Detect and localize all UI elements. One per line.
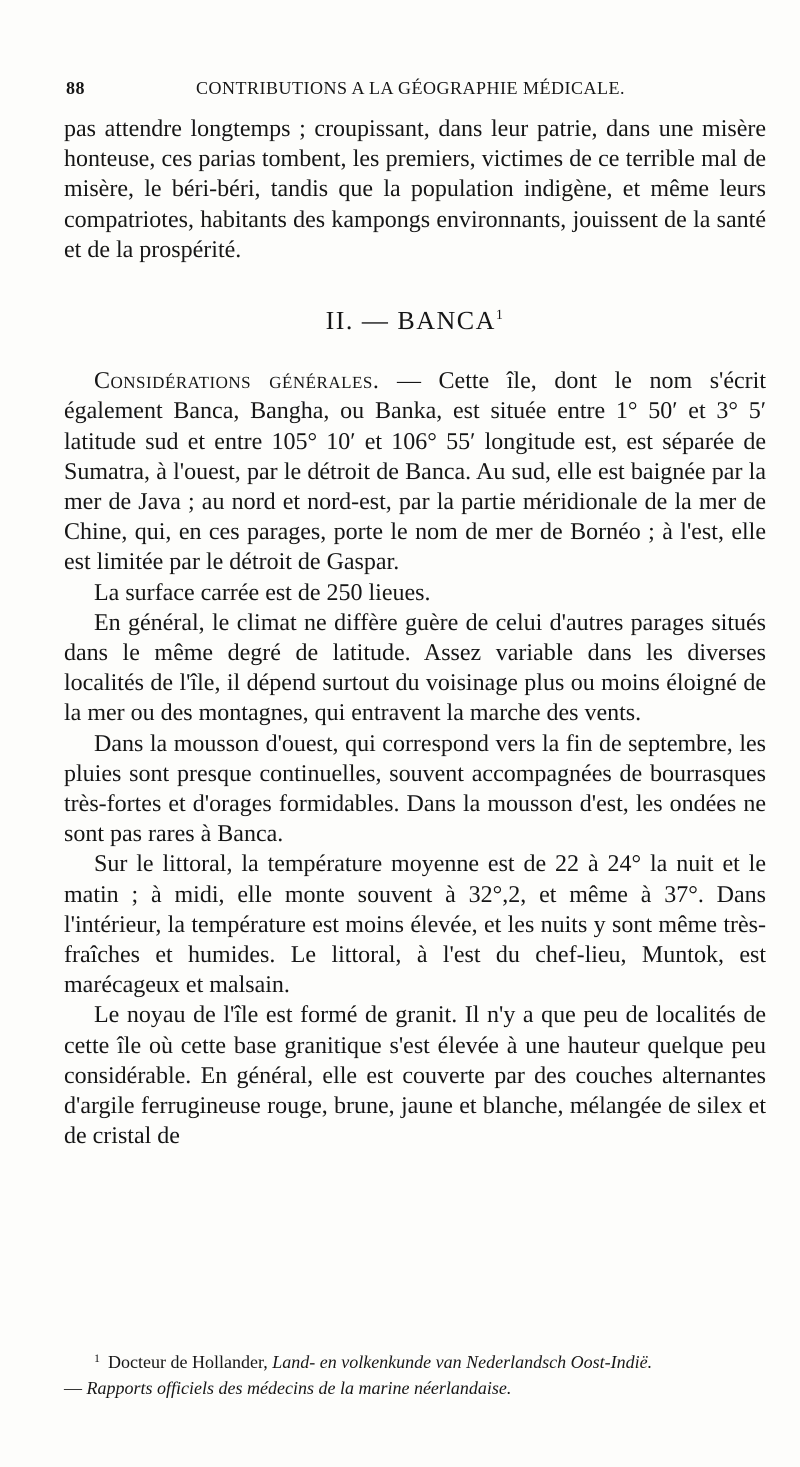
section-title [64,301,766,336]
section-footnote-marker: 1 [495,308,505,324]
footnotes [64,1345,766,1401]
page-number: 88 [66,78,85,98]
paragraph-text: — Cette île, dont le nom s'écrit également Banca, Bangha, ou Banka, est située entre 1° 50′ et 3° 5′ latitude sud et entre 105° 10′ et 106° 55′ longitude est, est séparée de Sumatra, à l'ouest, par le détroit de Banca. Au sud, elle est baignée par la mer de Java ; au nord et nord-est, par la partie méridionale de la mer de Chine, qui, en ces parages, porte le nom de mer de Bornéo ; à l'est, elle est limitée par le détroit de Gaspar. [64,368,766,576]
paragraph-temperature: Sur le littoral, la température moyenne est de 22 à 24° la nuit et le matin ; à midi, elle monte souvent à 32°,2, et même à 37°. Dans l'intérieur, la température est moins élevée, et les nuits y sont même très-fraîches et humides. Le littoral, à l'est du chef-lieu, Muntok, est marécageux et malsain. [64,851,766,999]
paragraph-climate: En général, le climat ne diffère guère de celui d'autres parages situés dans le même degré de latitude. Assez variable dans les diverses localités de l'île, il dépend surtout du voisinage plus ou moins éloigné de la mer ou des montagnes, qui entravent la marche des vents. [64,609,766,727]
footnote-reports: Rapports officiels des médecins de la marine néerlandaise. [86,1378,512,1398]
footnote-author: Docteur de Hollander, [108,1352,268,1372]
paragraph-surface: La surface carrée est de 250 lieues. [94,579,431,606]
paragraph-considerations [64,366,766,577]
section-title-text: II. — BANCA [325,306,496,336]
footnote-marker: 1 [94,1351,100,1365]
page-body [64,114,766,1152]
paragraph-lead: Considérations générales. [94,368,380,395]
paragraph-geology: Le noyau de l'île est formé de granit. Il n'y a que peu de localités de cette île où cette base granitique s'est élevée à une hauteur quelque peu considérable. En général, elle est couverte par des couches alternantes d'argile ferrugineuse rouge, brune, jaune et blanche, mélangée de silex et de cristal de [64,1002,766,1150]
footnote-line-1 [64,1345,766,1375]
footnote-work: Land- en volkenkunde van Nederlandsch Oost-Indië. [272,1352,653,1372]
running-title: CONTRIBUTIONS A LA GÉOGRAPHIE MÉDICALE. [196,78,625,98]
footnote-dash: — [64,1378,82,1398]
intro-paragraph: pas attendre longtemps ; croupissant, dans leur patrie, dans une misère honteuse, ces parias tombent, les premiers, victimes de ce terrible mal de misère, le béri-béri, tandis que la population indigène, et même leurs compatriotes, habitants des kampongs environnants, jouissent de la santé et de la prospérité. [64,116,766,263]
page-header [66,74,762,106]
paragraph-monsoon: Dans la mousson d'ouest, qui correspond vers la fin de septembre, les pluies sont presque continuelles, souvent accompagnées de bourrasques très-fortes et d'orages formidables. Dans la mousson d'est, les ondées ne sont pas rares à Banca. [64,730,766,848]
footnote-line-2 [64,1375,766,1401]
